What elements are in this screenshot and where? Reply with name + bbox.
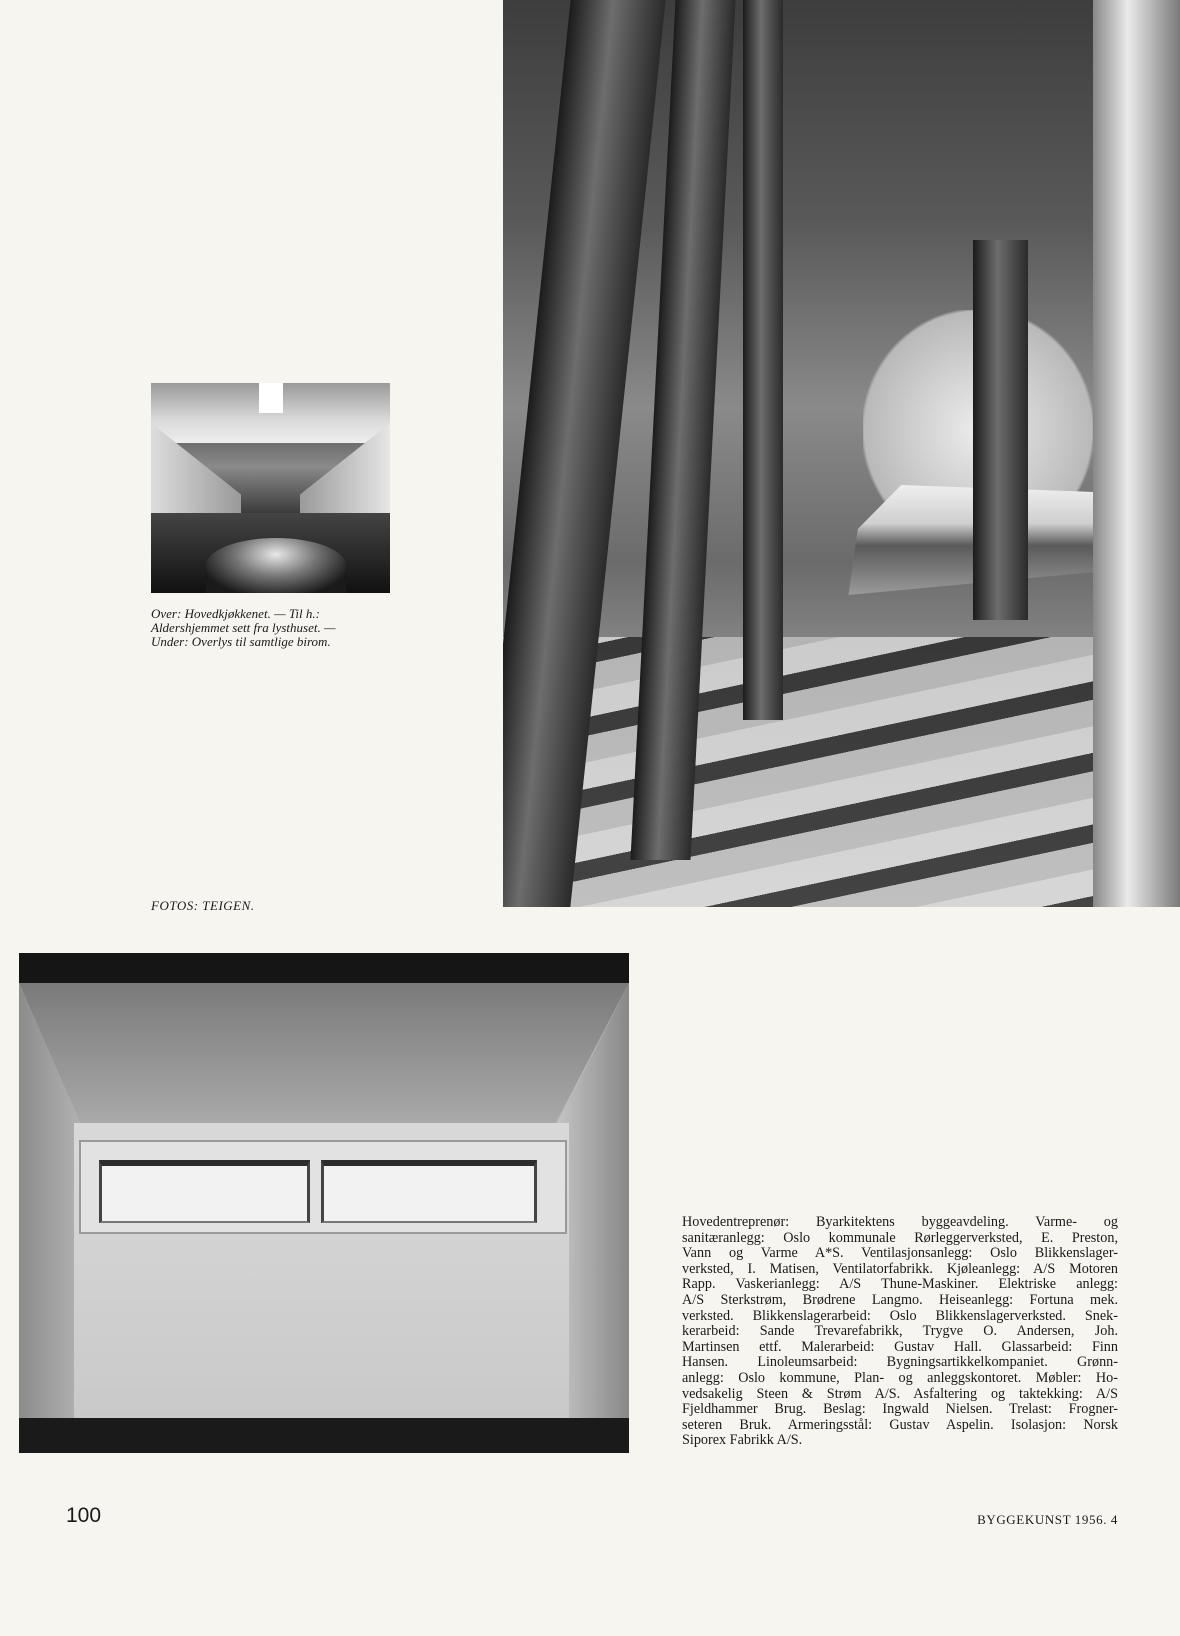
credits-line: Martinsen ettf. Malerarbeid: Gustav Hall. Glassarbeid: Finn	[682, 1338, 1118, 1355]
kitchen-photo	[151, 383, 390, 593]
skylight-window-photo	[19, 953, 629, 1453]
credits-line: anlegg: Oslo kommune, Plan- og anleggskontoret. Møbler: Ho-	[682, 1369, 1118, 1386]
credits-line: sanitæranlegg: Oslo kommunale Rørleggerverksted, E. Preston,	[682, 1229, 1118, 1246]
photo-credit: FOTOS: TEIGEN.	[151, 898, 255, 913]
photo-caption	[151, 607, 396, 649]
credits-line: verksted. Blikkenslagerarbeid: Oslo Blikkenslagerverksted. Snek-	[682, 1307, 1118, 1324]
credits-line: A/S Sterkstrøm, Brødrene Langmo. Heiseanlegg: Fortuna mek.	[682, 1291, 1118, 1308]
contractor-credits	[682, 1215, 1118, 1449]
credits-line: seteren Bruk. Armeringsstål: Gustav Aspelin. Isolasjon: Norsk	[682, 1416, 1118, 1433]
caption-line: Over: Hovedkjøkkenet. — Til h.:	[151, 606, 320, 621]
credits-line: Vann og Varme A*S. Ventilasjonsanlegg: Oslo Blikkenslager-	[682, 1245, 1118, 1262]
caption-line: Aldershjemmet sett fra lysthuset. —	[151, 620, 336, 635]
caption-line: Under: Overlys til samtlige birom.	[151, 634, 331, 649]
credits-line: kerarbeid: Sande Trevarefabrikk, Trygve O. Andersen, Joh.	[682, 1323, 1118, 1340]
credits-line: Rapp. Vaskerianlegg: A/S Thune-Maskiner. Elektriske anlegg:	[682, 1276, 1118, 1293]
trees-building-photo	[503, 0, 1180, 907]
credits-line: Fjeldhammer Brug. Beslag: Ingwald Nielsen. Trelast: Frogner-	[682, 1401, 1118, 1418]
page-number: 100	[66, 1504, 102, 1527]
journal-footer: BYGGEKUNST 1956. 4	[977, 1512, 1118, 1527]
credits-line: Siporex Fabrikk A/S.	[682, 1432, 803, 1449]
credits-line: vedsakelig Steen & Strøm A/S. Asfaltering og taktekking: A/S	[682, 1385, 1118, 1402]
credits-line: Hovedentreprenør: Byarkitektens byggeavdeling. Varme- og	[682, 1214, 1118, 1230]
credits-line: Hansen. Linoleumsarbeid: Bygningsartikkelkompaniet. Grønn-	[682, 1354, 1118, 1371]
credits-line: verksted, I. Matisen, Ventilatorfabrikk. Kjøleanlegg: A/S Motoren	[682, 1260, 1118, 1277]
